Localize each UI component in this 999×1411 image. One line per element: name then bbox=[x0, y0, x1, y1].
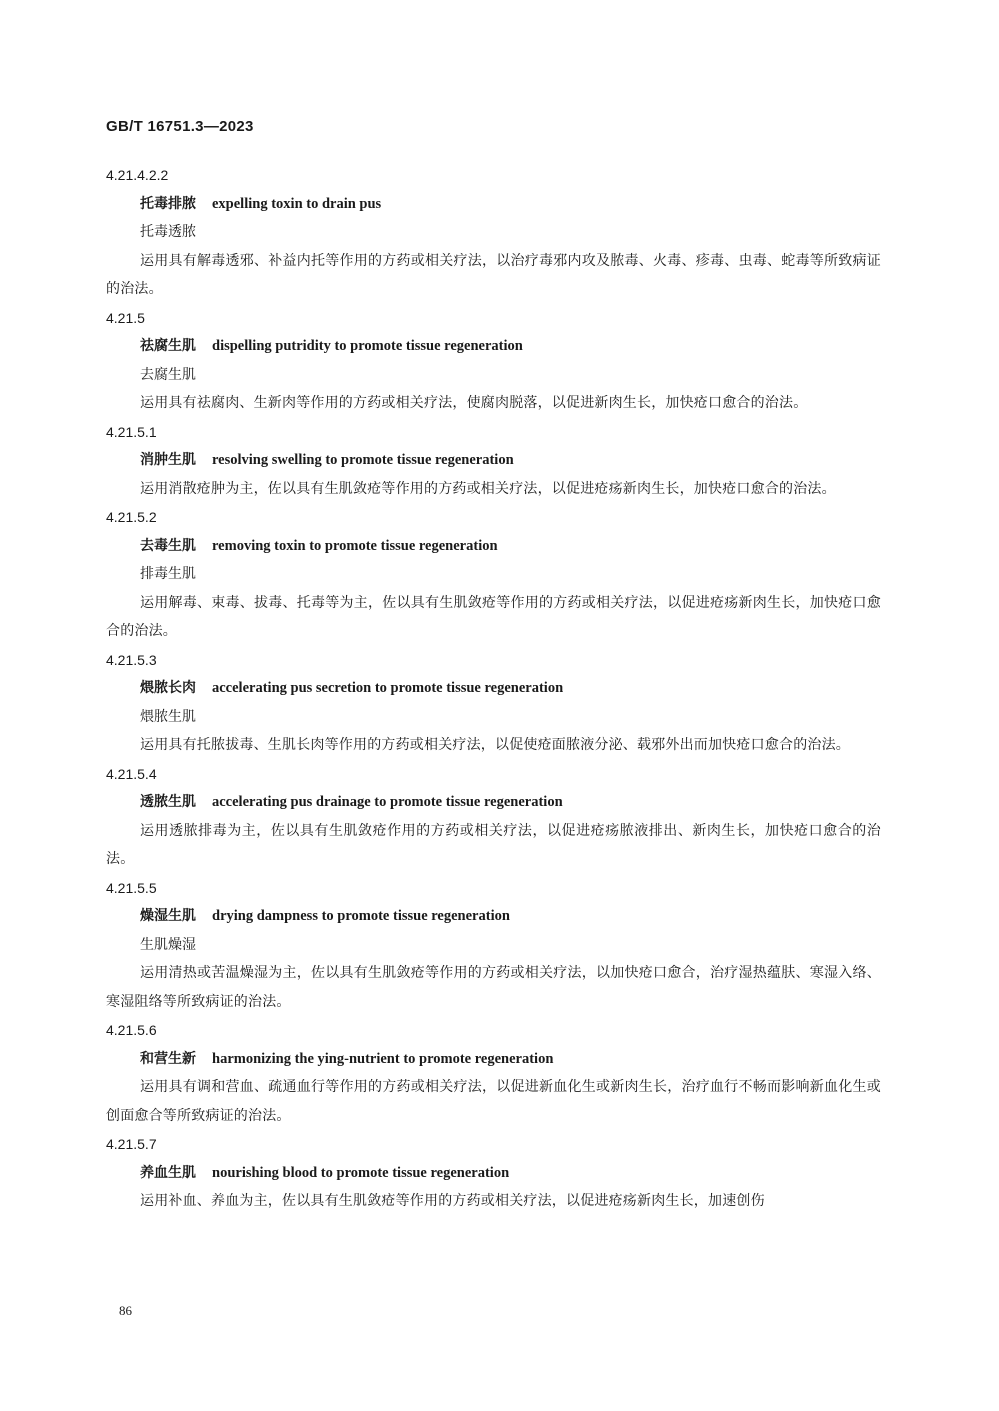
page-number: 86 bbox=[119, 1303, 132, 1318]
term-definition: 运用具有祛腐肉、生新肉等作用的方药或相关疗法，使腐肉脱落，以促进新肉生长，加快疮口愈合的治法。 bbox=[140, 395, 808, 411]
term-entry bbox=[106, 418, 881, 504]
term-english: accelerating pus drainage to promote tissue regeneration bbox=[212, 794, 563, 810]
term-definition: 运用补血、养血为主，佐以具有生肌敛疮等作用的方药或相关疗法，以促进疮疡新肉生长，加速创伤 bbox=[140, 1193, 765, 1209]
term-definition: 运用透脓排毒为主，佐以具有生肌敛疮作用的方药或相关疗法，以促进疮疡脓液排出、新肉生长，加快疮口愈合的治法。 bbox=[106, 822, 881, 867]
term-chinese: 燥湿生肌 bbox=[140, 908, 196, 924]
term-entry bbox=[106, 874, 881, 1017]
clause-number: 4.21.5 bbox=[106, 309, 145, 326]
term-entry bbox=[106, 503, 881, 646]
term-heading bbox=[106, 788, 881, 817]
term-synonym: 托毒透脓 bbox=[140, 224, 196, 240]
term-chinese: 透脓生肌 bbox=[140, 794, 196, 810]
term-chinese: 祛腐生肌 bbox=[140, 338, 196, 354]
term-synonym: 排毒生肌 bbox=[140, 566, 196, 582]
term-english: dispelling putridity to promote tissue regeneration bbox=[212, 338, 523, 354]
term-chinese: 煨脓长肉 bbox=[140, 680, 196, 696]
term-synonym: 煨脓生肌 bbox=[140, 708, 196, 725]
clause-number: 4.21.5.7 bbox=[106, 1136, 157, 1152]
term-heading bbox=[106, 532, 881, 561]
term-definition: 运用具有托脓拔毒、生肌长肉等作用的方药或相关疗法，以促使疮面脓液分泌、载邪外出而加快疮口愈合的治法。 bbox=[140, 737, 850, 753]
term-definition: 运用具有调和营血、疏通血行等作用的方药或相关疗法，以促进新血化生或新肉生长，治疗血行不畅而影响新血化生或创面愈合等所致病证的治法。 bbox=[106, 1079, 881, 1124]
term-synonym: 去腐生肌 bbox=[140, 366, 196, 383]
clause-number: 4.21.5.3 bbox=[106, 651, 157, 668]
term-definition: 运用解毒、束毒、拔毒、托毒等为主，佐以具有生肌敛疮等作用的方药或相关疗法，以促进疮疡新肉生长，加快疮口愈合的治法。 bbox=[106, 594, 881, 639]
term-heading bbox=[106, 674, 881, 703]
term-heading bbox=[106, 446, 881, 475]
clause-number: 4.21.5.2 bbox=[106, 509, 157, 525]
term-entry bbox=[106, 760, 881, 874]
term-english: expelling toxin to drain pus bbox=[212, 195, 382, 212]
term-english: nourishing blood to promote tissue regeneration bbox=[212, 1164, 510, 1181]
term-heading bbox=[106, 332, 881, 361]
term-definition: 运用消散疮肿为主，佐以具有生肌敛疮等作用的方药或相关疗法，以促进疮疡新肉生长，加快疮口愈合的治法。 bbox=[140, 480, 836, 497]
term-heading bbox=[106, 190, 881, 219]
terms-content bbox=[106, 161, 881, 1216]
term-chinese: 消肿生肌 bbox=[140, 452, 196, 468]
term-english: resolving swelling to promote tissue regeneration bbox=[212, 452, 514, 468]
term-heading bbox=[106, 902, 881, 931]
standard-header: GB/T 16751.3—2023 bbox=[106, 118, 254, 135]
term-entry bbox=[106, 646, 881, 760]
term-english: harmonizing the ying-nutrient to promote regeneration bbox=[212, 1050, 554, 1067]
term-chinese: 和营生新 bbox=[140, 1050, 196, 1067]
term-chinese: 去毒生肌 bbox=[140, 537, 196, 554]
term-entry bbox=[106, 1130, 881, 1216]
term-synonym: 生肌燥湿 bbox=[140, 936, 196, 953]
term-english: drying dampness to promote tissue regeneration bbox=[212, 908, 510, 924]
clause-number: 4.21.5.4 bbox=[106, 765, 157, 782]
term-chinese: 养血生肌 bbox=[140, 1164, 196, 1181]
clause-number: 4.21.5.6 bbox=[106, 1022, 157, 1038]
term-entry bbox=[106, 161, 881, 304]
term-entry bbox=[106, 304, 881, 418]
term-english: accelerating pus secretion to promote tissue regeneration bbox=[212, 680, 564, 696]
clause-number: 4.21.5.5 bbox=[106, 879, 157, 896]
term-entry bbox=[106, 1016, 881, 1130]
term-definition: 运用具有解毒透邪、补益内托等作用的方药或相关疗法，以治疗毒邪内攻及脓毒、火毒、疹毒、虫毒、蛇毒等所致病证的治法。 bbox=[106, 252, 881, 297]
clause-number: 4.21.4.2.2 bbox=[106, 167, 169, 183]
term-chinese: 托毒排脓 bbox=[140, 195, 196, 212]
term-definition: 运用清热或苦温燥湿为主，佐以具有生肌敛疮等作用的方药或相关疗法，以加快疮口愈合，治疗湿热蕴肤、寒湿入络、寒湿阻络等所致病证的治法。 bbox=[106, 965, 881, 1010]
term-english: removing toxin to promote tissue regeneration bbox=[212, 537, 498, 554]
clause-number: 4.21.5.1 bbox=[106, 423, 157, 440]
term-heading bbox=[106, 1159, 881, 1188]
term-heading bbox=[106, 1045, 881, 1074]
